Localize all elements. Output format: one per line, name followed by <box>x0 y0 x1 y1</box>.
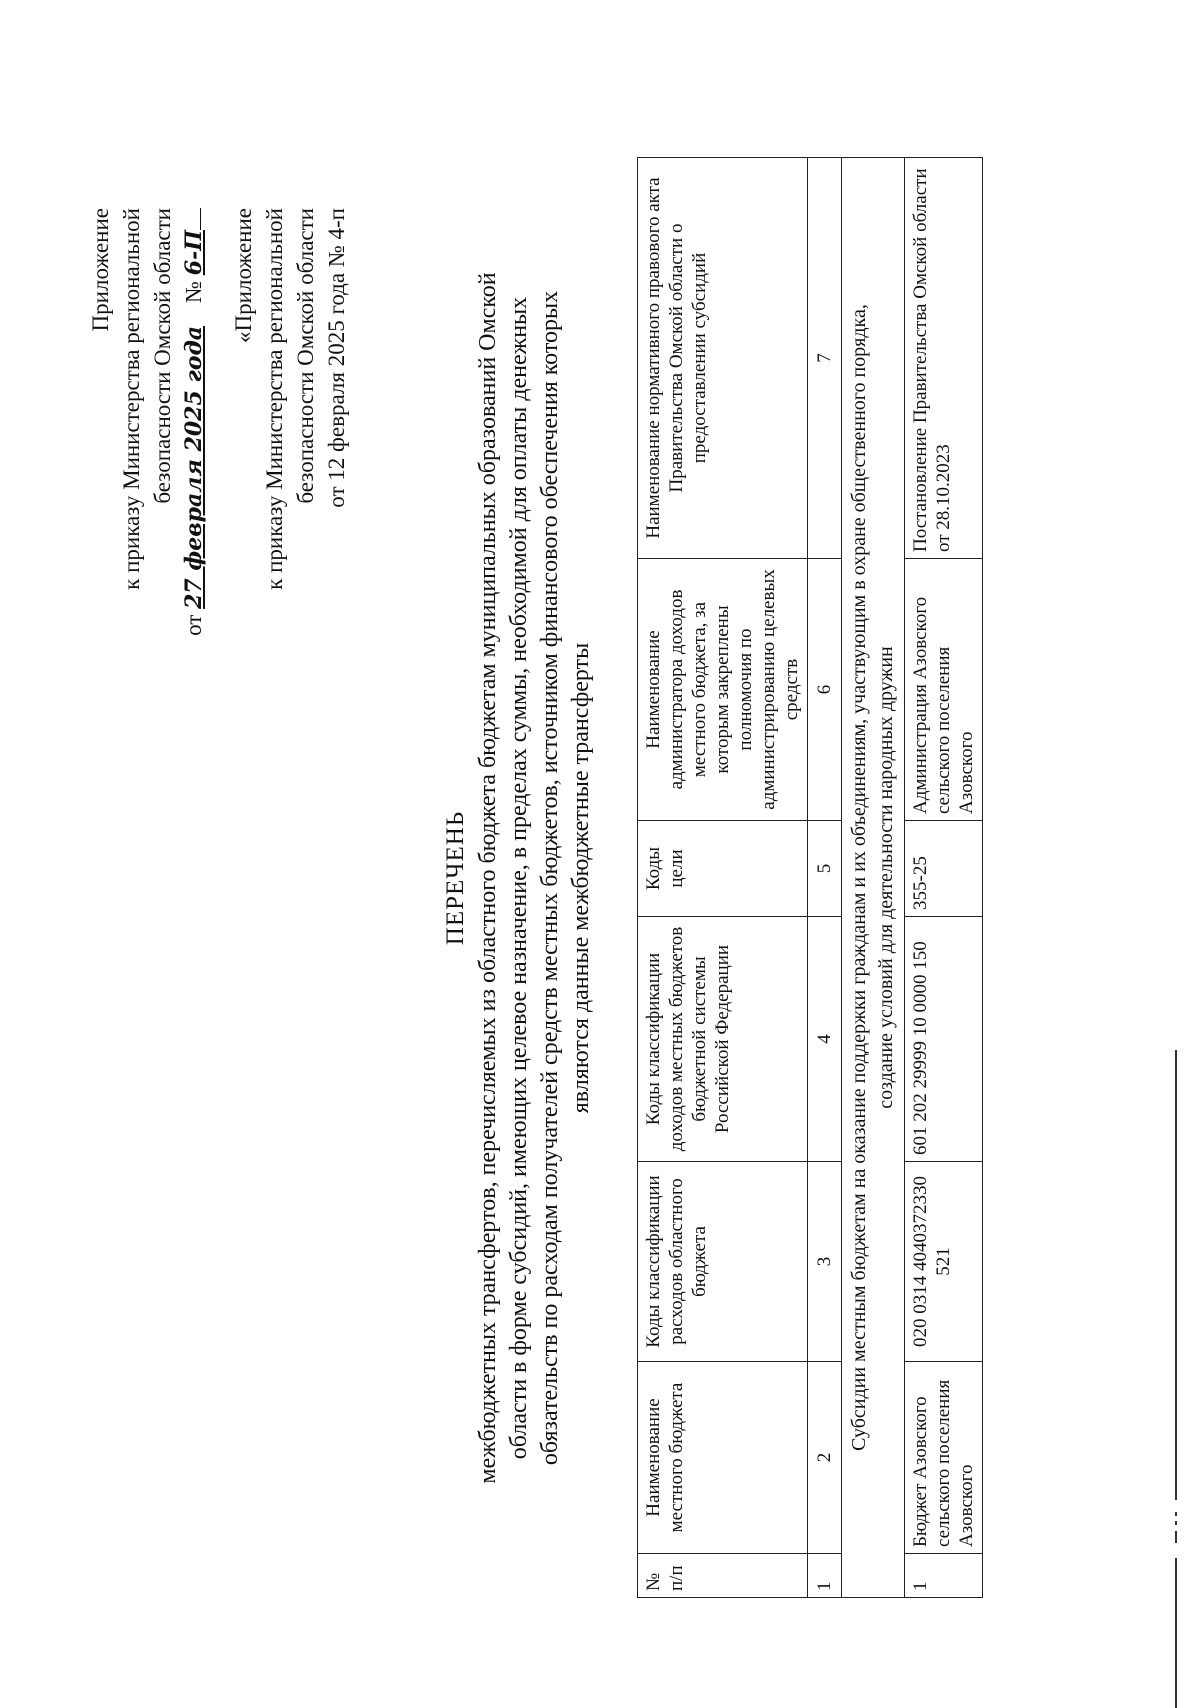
ministry-line: безопасности Омской области <box>150 208 175 504</box>
row-income-code: 601 202 29999 10 0000 150 <box>905 917 983 1162</box>
column-number: 5 <box>808 821 842 917</box>
row-budget: Бюджет Азовского сельского поселения Азовского <box>905 1362 983 1554</box>
header-cell-budget: Наименование местного бюджета <box>638 1362 808 1554</box>
number-underline <box>200 208 201 230</box>
section-title-line-1: Субсидии местным бюджетам на оказание поддержки гражданам и их объединениям, участвующим в охране общественного порядка, <box>848 304 870 1451</box>
title-heading: ПЕРЕЧЕНЬ <box>442 810 469 946</box>
quoted-date-line: от 12 февраля 2025 года № 4-п <box>324 208 349 508</box>
section-title-row <box>842 158 905 1598</box>
quoted-order-line: к приказу Министерства региональной <box>262 208 287 590</box>
order-line: к приказу Министерства региональной <box>119 208 144 590</box>
column-number: 2 <box>808 1362 842 1554</box>
quoted-ministry-line: безопасности Омской области <box>293 208 318 504</box>
page-bottom-rule <box>1175 0 1177 1708</box>
document-header <box>85 208 352 658</box>
title-line-4: являются данные межбюджетные трансферты <box>568 642 594 1114</box>
section-title-line-2: создание условий для деятельности народных дружин <box>875 646 897 1109</box>
document-title <box>440 158 597 1598</box>
column-number-row <box>808 158 842 1598</box>
row-act: Постановление Правительства Омской области от 28.10.2023 <box>905 158 983 559</box>
column-number: 7 <box>808 158 842 559</box>
handwritten-date: 27 февраля 2025 года <box>181 325 207 609</box>
row-num: 1 <box>905 1554 983 1598</box>
column-number: 1 <box>808 1554 842 1598</box>
row-expense-code: 020 0314 4040372330 521 <box>905 1162 983 1362</box>
section-title-cell <box>842 158 905 1598</box>
appendix-label: Приложение <box>88 208 113 332</box>
handwritten-number: 6-П <box>181 230 207 276</box>
header-cell-num: № п/п <box>638 1554 808 1598</box>
header-cell-administrator: Наименование администратора доходов местного бюджета, за которым закреплены полномочия по администрированию целевых средств <box>638 559 808 821</box>
header-cell-act: Наименование нормативного правового акта Правительства Омской области о предоставлении субсидий <box>638 158 808 559</box>
column-number: 4 <box>808 917 842 1162</box>
title-line-1: межбюджетных трансфертов, перечисляемых из областного бюджета бюджетам муниципальных образований Омской <box>475 272 501 1484</box>
title-line-2: области в форме субсидий, имеющих целевое назначение, в пределах суммы, необходимой для оплаты денежных <box>506 296 532 1460</box>
order-date-line <box>178 208 210 658</box>
column-number: 6 <box>808 559 842 821</box>
header-cell-purpose-code: Коды цели <box>638 821 808 917</box>
header-cell-expense-code: Коды классификации расходов областного бюджета <box>638 1162 808 1362</box>
column-number: 3 <box>808 1162 842 1362</box>
title-line-3: обязательств по расходам получателей средств местных бюджетов, источником финансового обеспечения которых <box>537 290 563 1466</box>
row-administrator: Администрация Азовского сельского поселения Азовского <box>905 559 983 821</box>
table-header-row <box>638 158 808 1598</box>
transfers-table <box>637 157 983 1598</box>
quoted-appendix-label: «Приложение <box>231 208 256 343</box>
number-prefix: № <box>181 280 206 303</box>
table-row <box>905 158 983 1598</box>
header-cell-income-code: Коды классификации доходов местных бюджетов бюджетной системы Российской Федерации <box>638 917 808 1162</box>
row-purpose-code: 355-25 <box>905 821 983 917</box>
date-prefix: от <box>181 614 206 636</box>
